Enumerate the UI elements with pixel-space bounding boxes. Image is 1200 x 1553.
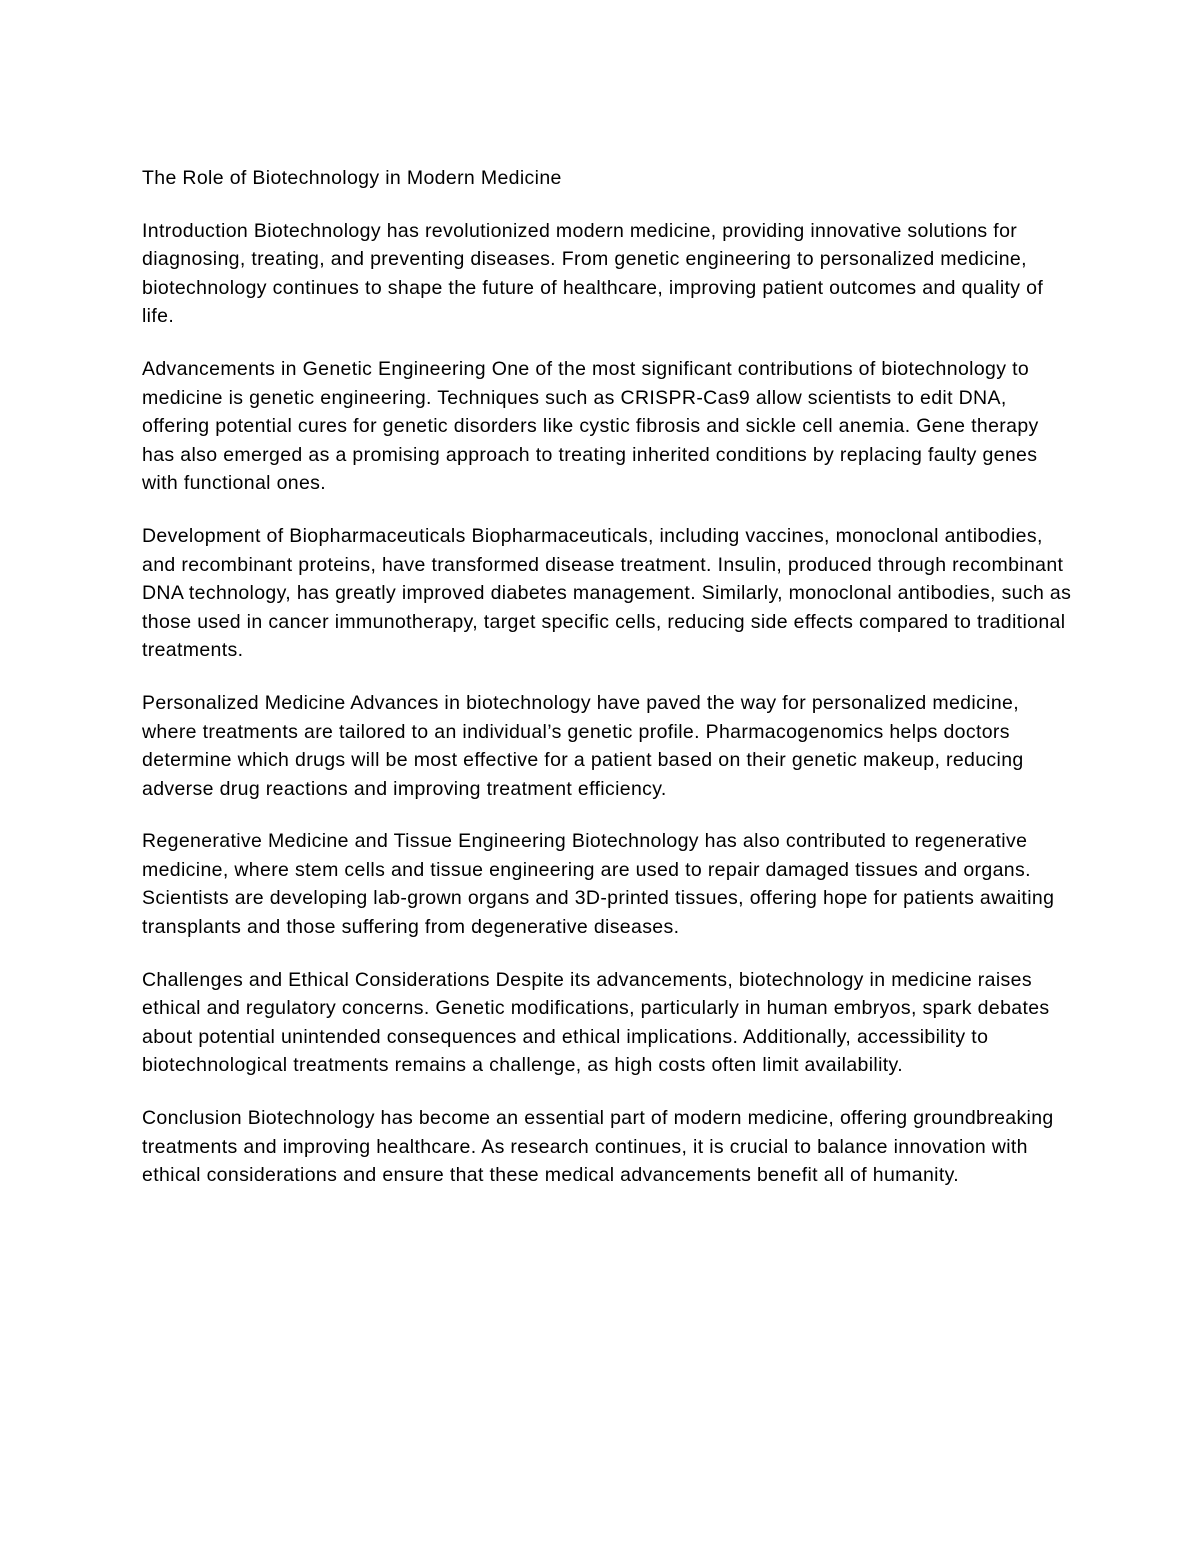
paragraph-genetic-engineering: Advancements in Genetic Engineering One of the most significant contributions of biotechnology to medicine is genetic engineering. Techniques such as CRISPR-Cas9 allow scientists to edit DNA, offering potential cures for genetic disorders like cystic fibrosis and sickle cell anemia. Gene therapy has also emerged as a promising approach to treating inherited conditions by replacing faulty genes with functional ones. xyxy=(142,357,1039,495)
paragraph-personalized-medicine: Personalized Medicine Advances in biotechnology have paved the way for personalized medicine, where treatments are tailored to an individual’s genetic profile. Pharmacogenomics helps doctors determine which drugs will be most effective for a patient based on their genetic makeup, reducing adverse drug reactions and improving treatment efficiency. xyxy=(142,691,1024,800)
paragraph-challenges: Challenges and Ethical Considerations Despite its advancements, biotechnology in medicine raises ethical and regulatory concerns. Genetic modifications, particularly in human embryos, spark debates about potential unintended consequences and ethical implications. Additionally, accessibility to biotechnological treatments remains a challenge, as high costs often limit availability. xyxy=(142,968,1050,1077)
document-body xyxy=(142,164,1072,1214)
paragraph-regenerative-medicine: Regenerative Medicine and Tissue Engineering Biotechnology has also contributed to regenerative medicine, where stem cells and tissue engineering are used to repair damaged tissues and organs. Scientists are developing lab-grown organs and 3D-printed tissues, offering hope for patients awaiting transplants and those suffering from degenerative diseases. xyxy=(142,830,1055,939)
paragraph-biopharmaceuticals: Development of Biopharmaceuticals Biopharmaceuticals, including vaccines, monoclonal antibodies, and recombinant proteins, have transformed disease treatment. Insulin, produced through recombinant DNA technology, has greatly improved diabetes management. Similarly, monoclonal antibodies, such as those used in cancer immunotherapy, target specific cells, reducing side effects compared to traditional treatments. xyxy=(142,524,1072,662)
paragraph-conclusion: Conclusion Biotechnology has become an essential part of modern medicine, offering groundbreaking treatments and improving healthcare. As research continues, it is crucial to balance innovation with ethical considerations and ensure that these medical advancements benefit all of humanity. xyxy=(142,1107,1054,1187)
paragraph-introduction: Introduction Biotechnology has revolutionized modern medicine, providing innovative solutions for diagnosing, treating, and preventing diseases. From genetic engineering to personalized medicine, biotechnology continues to shape the future of healthcare, improving patient outcomes and quality of life. xyxy=(142,219,1044,328)
document-title: The Role of Biotechnology in Modern Medicine xyxy=(142,167,562,189)
